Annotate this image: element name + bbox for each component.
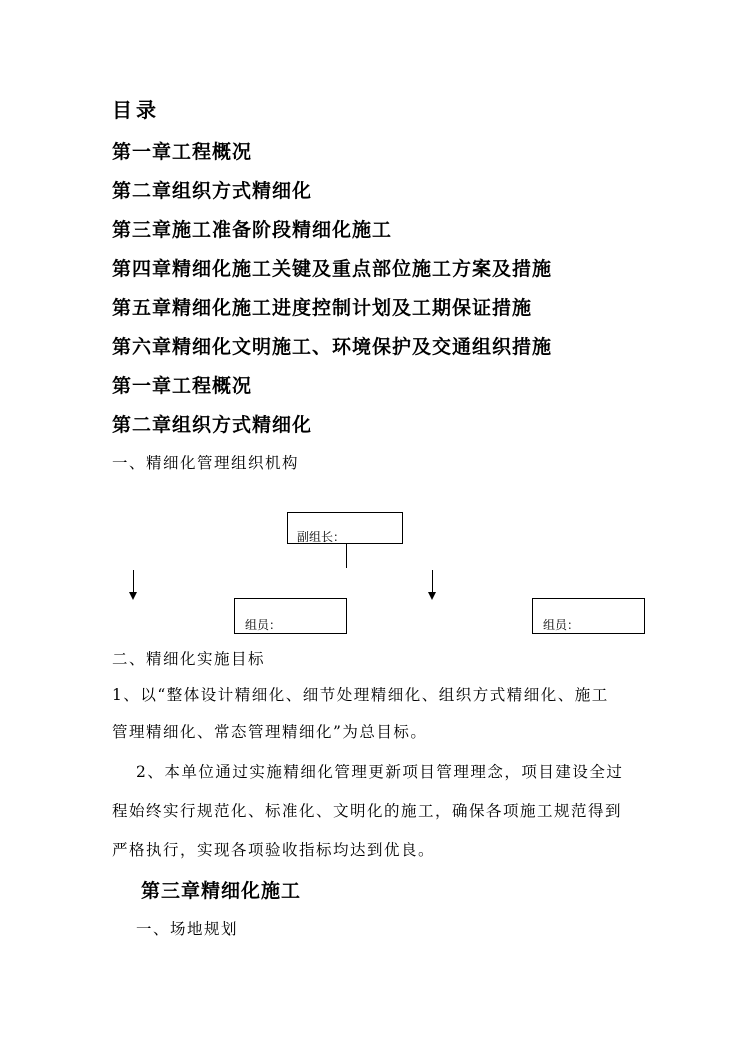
section-heading: 一、精细化管理组织机构 [112, 454, 300, 472]
paragraph-line: 1、以“整体设计精细化、细节处理精细化、组织方式精细化、施工 [112, 686, 609, 704]
paragraph-line: 程始终实行规范化、标准化、文明化的施工，确保各项施工规范得到 [112, 802, 623, 820]
toc-item[interactable]: 第三章施工准备阶段精细化施工 [112, 219, 393, 241]
toc-title: 目录 [112, 98, 160, 122]
paragraph-line: 2、本单位通过实施精细化管理更新项目管理理念，项目建设全过 [136, 763, 624, 781]
section-heading: 一、场地规划 [136, 920, 239, 938]
toc-item[interactable]: 第一章工程概况 [112, 141, 253, 163]
paragraph-line: 严格执行，实现各项验收指标均达到优良。 [112, 841, 436, 859]
toc-item[interactable]: 第六章精细化文明施工、环境保护及交通组织措施 [112, 336, 553, 358]
org-connector-line [346, 544, 347, 568]
paragraph-line: 管理精细化、常态管理精细化”为总目标。 [112, 723, 428, 741]
chapter-heading: 第二章组织方式精细化 [112, 414, 313, 436]
org-box-member-right [532, 598, 645, 634]
down-arrow-icon [133, 570, 134, 594]
toc-item[interactable]: 第二章组织方式精细化 [112, 180, 313, 202]
org-box-deputy-leader [287, 512, 403, 544]
org-box-label: 副组长： [297, 530, 346, 544]
chapter-heading: 第一章工程概况 [112, 375, 253, 397]
down-arrow-icon [432, 570, 433, 594]
toc-item[interactable]: 第五章精细化施工进度控制计划及工期保证措施 [112, 297, 533, 319]
org-box-label: 组员： [543, 618, 580, 632]
org-box-label: 组员： [245, 618, 282, 632]
org-box-member-left [234, 598, 347, 634]
chapter-heading: 第三章精细化施工 [141, 880, 302, 902]
section-heading: 二、精细化实施目标 [112, 650, 266, 668]
toc-item[interactable]: 第四章精细化施工关键及重点部位施工方案及措施 [112, 258, 553, 280]
